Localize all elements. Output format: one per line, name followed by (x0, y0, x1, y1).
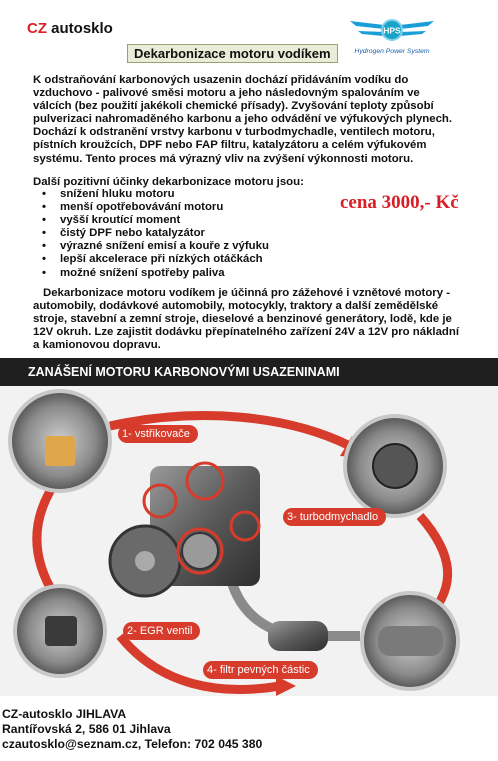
turbo-unit (182, 533, 218, 569)
benefits-list (60, 188, 269, 280)
list-item: • vyšší kroutící moment (60, 214, 269, 227)
filter-body (378, 626, 443, 656)
logo-text: Hydrogen Power System (354, 48, 430, 55)
label-egr: 2- EGR ventil (123, 622, 200, 640)
page-title: Dekarbonizace motoru vodíkem (127, 44, 338, 63)
list-item: • menší opotřebovávání motoru (60, 201, 269, 214)
label-injectors: 1- vstřikovače (118, 425, 198, 443)
list-item: • možné snížení spotřeby paliva (60, 267, 269, 280)
egr-valve (45, 616, 77, 646)
diagram-heading: ZANÁŠENÍ MOTORU KARBONOVÝMI USAZENINAMI (0, 358, 498, 386)
list-item: • lepší akcelerace při nízkých otáčkách (60, 253, 269, 266)
logo-abbrev: HPS (383, 25, 401, 36)
intro-paragraph: K odstraňování karbonových usazenin dochází přidáváním vodíku do vzduchovo - palivové směsi motoru a jeho následovným spalováním ve válcích (bez použití jakékoli chemické přísady). Zvyšování teploty způsobí pulverizaci nahromaděného karbonu a jeho odvádění ve výfukových plynech. Dochází k odstranění vrstvy karbonu v turbodmychadle, ventilech motoru, pístních kroužcích, DPF nebo FAP filtru, katalyzátoru a celém výfukovém systému. Tento proces má výrazný vliv na zvýšení výkonnosti motoru. (33, 74, 453, 165)
flywheel-hub (135, 551, 155, 571)
flow-arrow-left (37, 476, 60, 596)
company-name: CZ-autosklo JIHLAVA (2, 707, 127, 721)
company-contact: czautosklo@seznam.cz, Telefon: 702 045 380 (2, 737, 263, 751)
list-item: • výrazné snížení emisí a kouře z výfuku (60, 240, 269, 253)
wing-left-icon (350, 21, 384, 36)
piston (45, 436, 75, 466)
list-item: • snížení hluku motoru (60, 188, 269, 201)
benefits-heading: Další pozitivní účinky dekarbonizace motoru jsou: (33, 176, 304, 188)
list-item: • čistý DPF nebo katalyzátor (60, 227, 269, 240)
brand-prefix: CZ (27, 20, 47, 37)
turbo-impeller (373, 444, 417, 488)
company-address: Rantířovská 2, 586 01 Jihlava (2, 722, 171, 736)
label-dpf: 4- filtr pevných částic (203, 661, 318, 679)
brand-name (27, 20, 113, 37)
arrow-head-icon (276, 676, 296, 696)
label-turbo: 3- turbodmychadlo (283, 508, 386, 526)
wing-right-icon (400, 21, 434, 36)
hps-logo (344, 13, 440, 59)
dpf-filter (268, 621, 328, 651)
applicability-paragraph: Dekarbonizace motoru vodíkem je účinná pro zážehové i vznětové motory - automobily, dodávkové automobily, motocykly, traktory a další zemědělské stroje, stavební a zemní stroje, dieselové a benzinové generátory, lodě, kde je 12V okruh. Lze zajistit dodávku přepínatelného zařízení 24V a 12V pro nákladní a kamionovou dopravu. (33, 287, 460, 352)
brand-suffix: autosklo (47, 20, 113, 37)
footer (2, 707, 262, 752)
price-tag: cena 3000,- Kč (340, 192, 459, 213)
engine-diagram (0, 358, 498, 696)
diagram-illustration (0, 386, 498, 696)
